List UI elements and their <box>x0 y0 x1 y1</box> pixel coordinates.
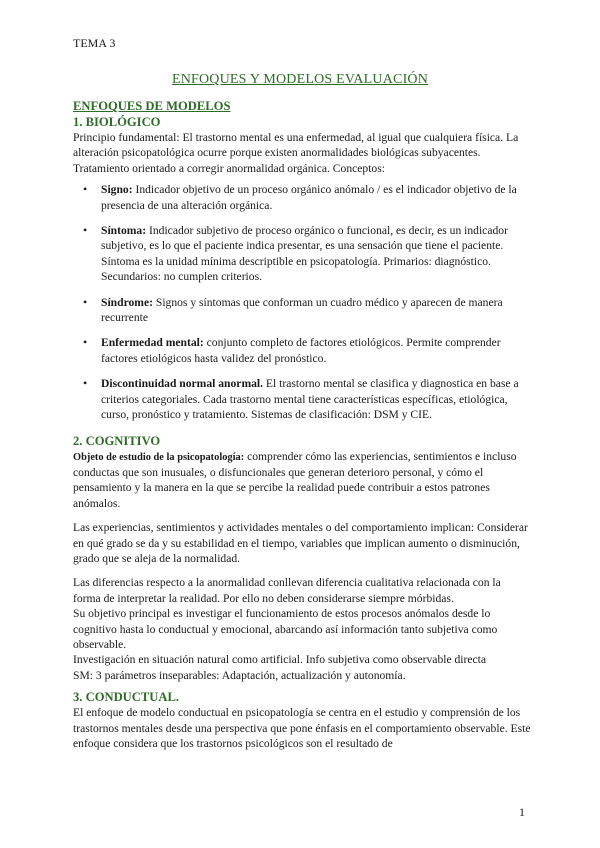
concept-text: Indicador subjetivo de proceso orgánico o funcional, es decir, es un indicador subjetivo, es lo que el paciente indica presentar, es una sensación que tiene el paciente. Síntoma es la unidad mínima descriptible en psicopatología. Primarios: diagnóstico. Secundarios: no cumplen criterios. <box>101 224 508 284</box>
list-item <box>73 335 531 366</box>
cognitivo-paragraph: Las diferencias respecto a la anormalidad conllevan diferencia cualitativa relacionada con la forma de interpretar la realidad. Por ello no deben considerarse siempre mórbidas. <box>73 576 501 605</box>
cognitivo-objeto <box>73 449 531 512</box>
conductual-paragraph: El enfoque de modelo conductual en psicopatología se centra en el estudio y comprensión de los trastornos mentales desde una perspectiva que pone énfasis en el comportamiento observable. Este enfoque considera que los trastornos psicológicos son el resultado de <box>73 706 531 750</box>
cognitivo-paragraph: Las experiencias, sentimientos y actividades mentales o del comportamiento implican: Considerar en qué grado se da y su estabilidad en el tiempo, variables que implican aumento o disminución, grado que se aleja de la normalidad. <box>73 521 528 565</box>
concept-text: conjunto completo de factores etiológicos. Permite comprender factores etiológicos hasta validez del pronóstico. <box>101 336 501 365</box>
objeto-label: Objeto de estudio de la psicopatología: <box>73 451 245 463</box>
bullet-icon: • <box>83 335 88 350</box>
concept-term: Síntoma: <box>101 224 147 238</box>
concept-text: Indicador objetivo de un proceso orgánico anómalo / es el indicador objetivo de la presencia de una alteración orgánica. <box>101 183 517 212</box>
concept-list <box>73 182 531 422</box>
biologico-heading: 1. BIOLÓGICO <box>73 115 161 129</box>
concept-term: Discontinuidad normal anormal. <box>101 377 264 391</box>
section-heading: ENFOQUES DE MODELOS <box>73 99 231 113</box>
cognitivo-paragraph: Investigación en situación natural como artificial. Info subjetiva como observable directa <box>73 653 487 667</box>
page-number: 1 <box>519 805 525 819</box>
concept-text: El trastorno mental se clasifica y diagnostica en base a criterios categoriales. Cada trastorno mental tiene características específicas, etiológica, curso, pronóstico y tratamiento. Sistemas de clasificación: DSM y CIE. <box>101 377 519 422</box>
bullet-icon: • <box>83 223 88 238</box>
cognitivo-paragraph: SM: 3 parámetros inseparables: Adaptación, actualización y autonomía. <box>73 668 406 682</box>
concept-text: Signos y síntomas que conforman un cuadro médico y aparecen de manera recurrente <box>101 295 503 325</box>
objeto-text: comprender cómo las experiencias, sentimientos e incluso conductas que son inusuales, o disfuncionales que generan deterioro personal, y cómo el pensamiento y la manera en la que se percibe la realidad puede contribuir a estos patrones anómalos. <box>73 449 517 510</box>
cognitivo-heading: 2. COGNITIVO <box>73 433 161 448</box>
document-title: ENFOQUES Y MODELOS EVALUACIÓN <box>171 72 429 87</box>
list-item <box>73 223 531 285</box>
conductual-heading: 3. CONDUCTUAL. <box>73 690 180 705</box>
document-body <box>73 98 531 751</box>
list-item <box>73 295 531 326</box>
list-item <box>73 376 531 422</box>
bullet-icon: • <box>83 376 88 391</box>
concept-term: Enfermedad mental: <box>101 336 204 350</box>
header-topic-label: TEMA 3 <box>73 36 116 50</box>
cognitivo-paragraph: Su objetivo principal es investigar el funcionamiento de estos procesos anómalos desde lo cognitivo hasta lo conductual y emocional, abarcando así información tanto subjetiva como observable. <box>73 607 498 651</box>
bullet-icon: • <box>83 182 88 197</box>
concept-term: Síndrome: <box>101 295 153 309</box>
list-item <box>73 182 531 213</box>
bullet-icon: • <box>83 294 88 309</box>
biologico-intro: Principio fundamental: El trastorno mental es una enfermedad, al igual que cualquiera física. La alteración psicopatológica ocurre porque existen anormalidades biológicas subyacentes. Tratamiento orientado a corregir anormalidad orgánica. Conceptos: <box>73 131 519 175</box>
concept-term: Signo: <box>101 183 133 197</box>
